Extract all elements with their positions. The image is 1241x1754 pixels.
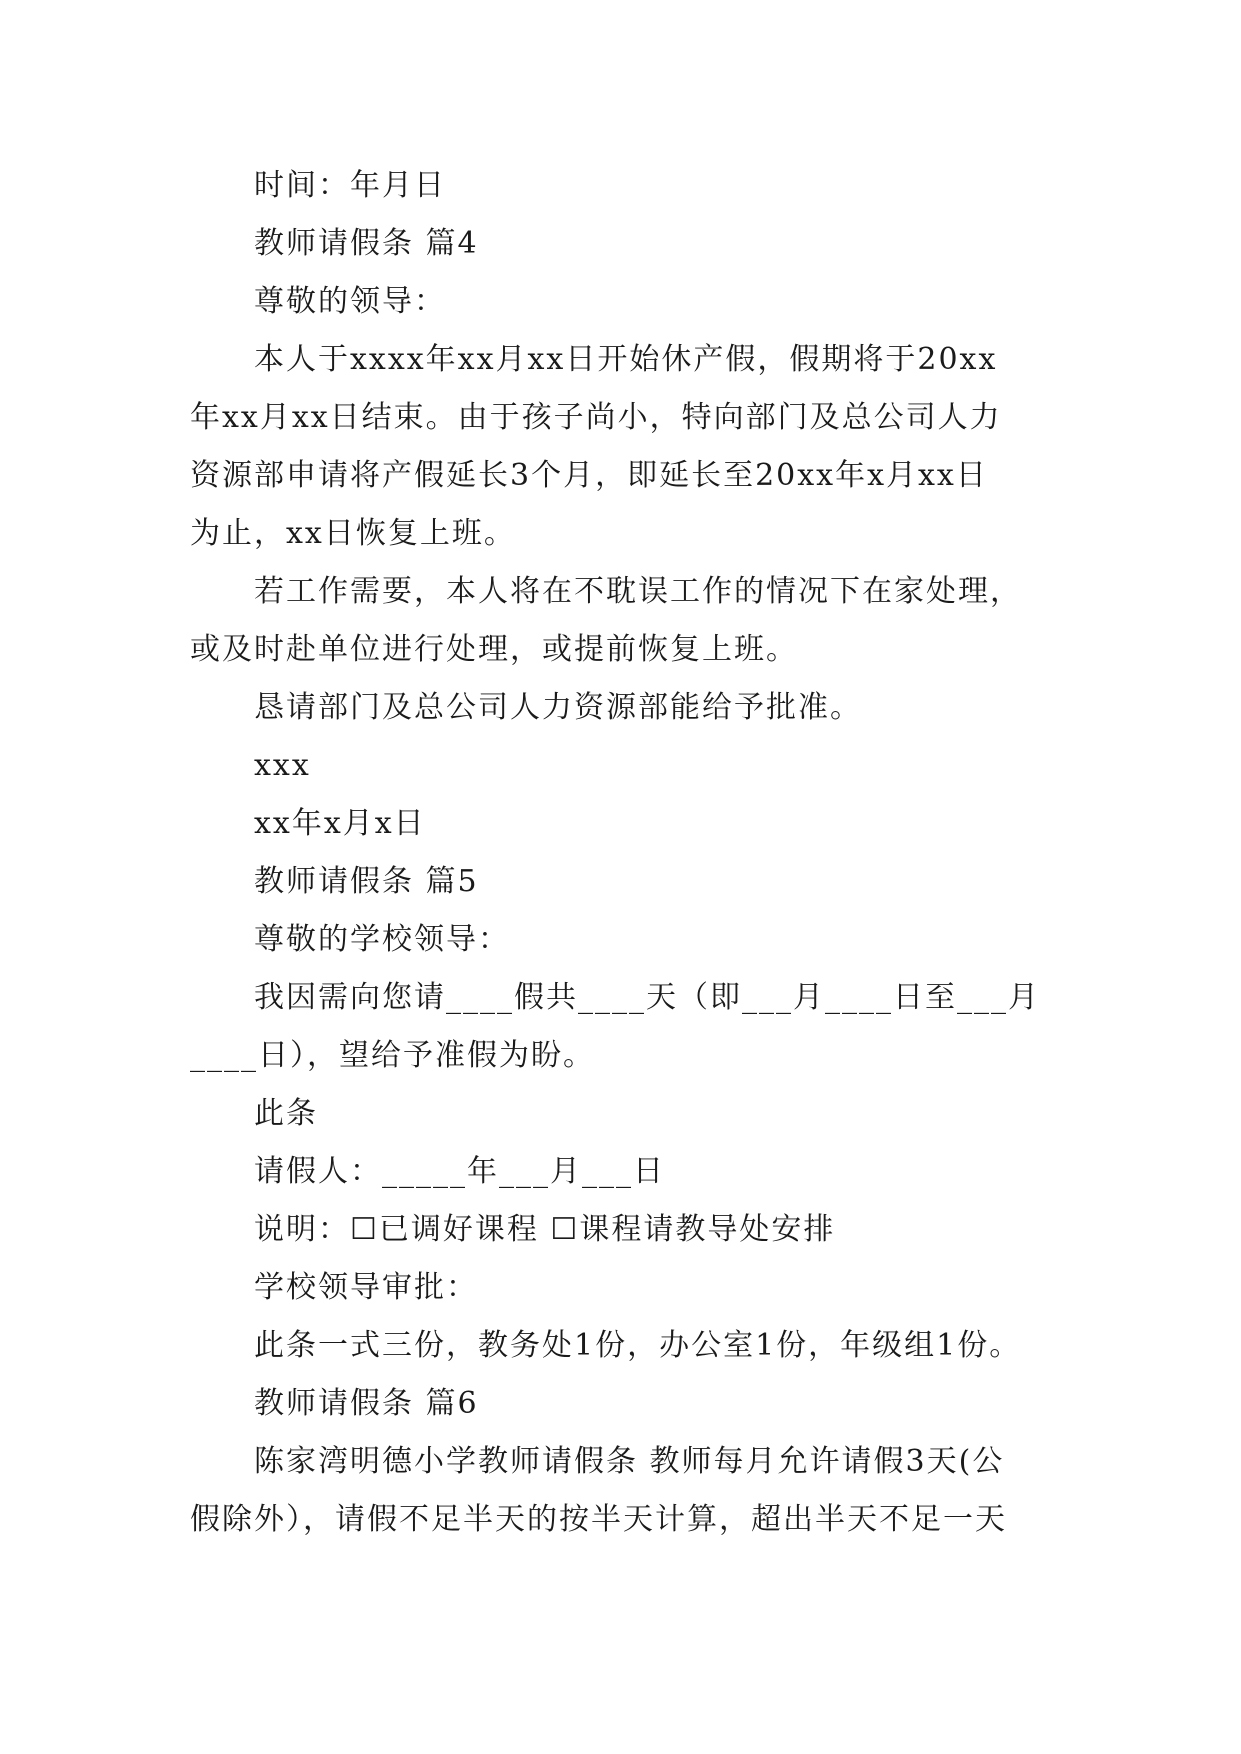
text-line: 时间：年月日 [254, 168, 446, 203]
text-line: 我因需向您请____假共____天（即___月____日至___月 [254, 980, 1040, 1015]
text-line: 资源部申请将产假延长3个月，即延长至20xx年x月xx日 [190, 458, 988, 493]
document-body [190, 157, 1080, 1549]
text-line: 年xx月xx日结束。由于孩子尚小，特向部门及总公司人力 [190, 400, 1002, 435]
text-line: 为止，xx日恢复上班。 [190, 516, 516, 551]
text-line: 或及时赴单位进行处理，或提前恢复上班。 [190, 632, 798, 667]
text-line: 恳请部门及总公司人力资源部能给予批准。 [254, 690, 862, 725]
signature-date: xx年x月x日 [254, 806, 426, 841]
notes-line: 说明：☐已调好课程 ☐课程请教导处安排 [254, 1212, 836, 1247]
text-line: 若工作需要，本人将在不耽误工作的情况下在家处理， [254, 574, 1022, 609]
text-line: 此条一式三份，教务处1份，办公室1份，年级组1份。 [254, 1328, 1022, 1363]
text-line: ____日），望给予准假为盼。 [190, 1038, 595, 1073]
text-line: 本人于xxxx年xx月xx日开始休产假，假期将于20xx [254, 342, 998, 377]
section-heading: 教师请假条 篇4 [254, 226, 479, 261]
salutation: 尊敬的领导： [254, 284, 446, 319]
text-line: 假除外），请假不足半天的按半天计算，超出半天不足一天 [190, 1502, 1007, 1537]
text-line: 陈家湾明德小学教师请假条 教师每月允许请假3天(公 [254, 1444, 1005, 1479]
applicant-line: 请假人：_____年___月___日 [254, 1154, 665, 1189]
signature-name: xxx [254, 748, 311, 783]
text-line: 此条 [254, 1096, 318, 1131]
approval-line: 学校领导审批： [254, 1270, 478, 1305]
salutation: 尊敬的学校领导： [254, 922, 510, 957]
section-heading: 教师请假条 篇5 [254, 864, 479, 899]
section-heading: 教师请假条 篇6 [254, 1386, 479, 1421]
